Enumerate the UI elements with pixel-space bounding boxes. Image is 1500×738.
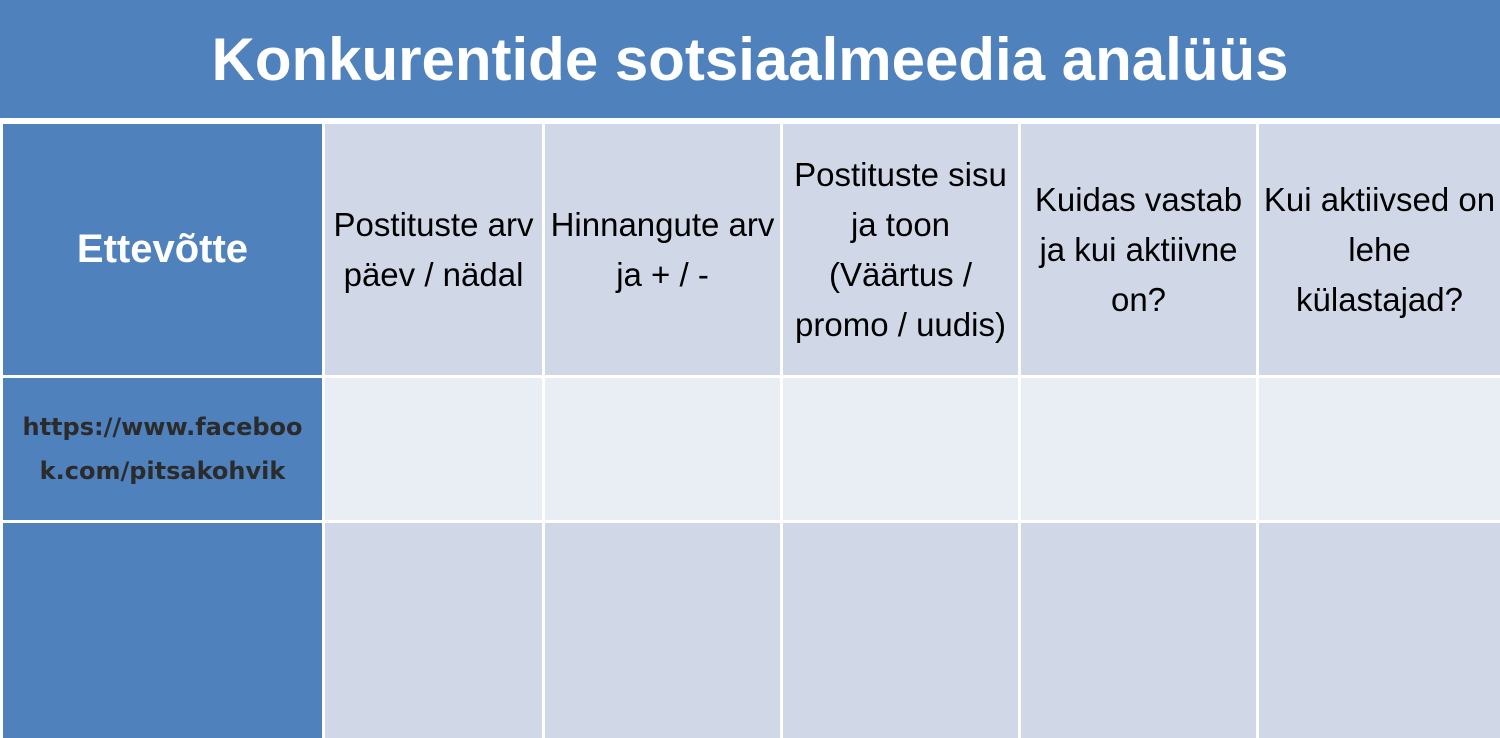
data-cell[interactable] [1258, 377, 1500, 522]
company-cell [2, 522, 324, 738]
company-cell: https://www.facebook.com/pitsakohvik [2, 377, 324, 522]
data-cell[interactable] [782, 522, 1020, 738]
analysis-table [0, 121, 1500, 738]
data-cell[interactable] [544, 377, 782, 522]
data-cell[interactable] [324, 522, 544, 738]
data-cell[interactable] [324, 377, 544, 522]
table-row [2, 522, 1500, 738]
data-cell[interactable] [782, 377, 1020, 522]
header-posts-count: Postituste arv päev / nädal [324, 123, 544, 377]
data-cell[interactable] [1258, 522, 1500, 738]
header-company: Ettevõtte [2, 123, 324, 377]
data-cell[interactable] [1020, 377, 1258, 522]
data-cell[interactable] [1020, 522, 1258, 738]
header-post-content-tone: Postituste sisu ja toon (Väärtus / promo / uudis) [782, 123, 1020, 377]
table-header-row [2, 123, 1500, 377]
page-title: Konkurentide sotsiaalmeedia analüüs [0, 0, 1500, 118]
table-row [2, 377, 1500, 522]
data-cell[interactable] [544, 522, 782, 738]
header-visitor-activity: Kui aktiivsed on lehe külastajad? [1258, 123, 1500, 377]
header-ratings-count: Hinnangute arv ja + / - [544, 123, 782, 377]
header-response-activity: Kuidas vastab ja kui aktiivne on? [1020, 123, 1258, 377]
